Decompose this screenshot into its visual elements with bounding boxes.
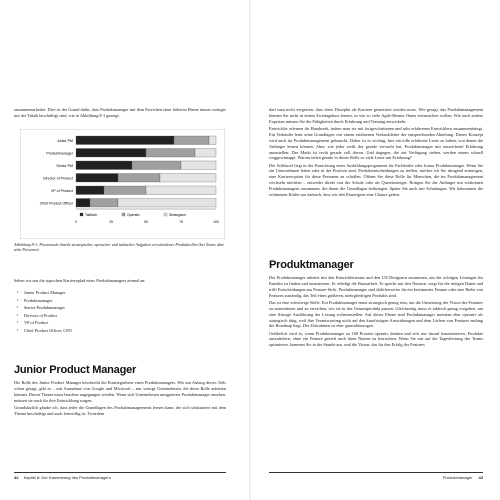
bar-segment (76, 174, 118, 183)
paragraph: Die Rolle des Junior Product Manager beschreibt die Einstiegsebene eines Produktmanagers. Wie am Anfang dieses Teils schon gesagt, gibt es – mit Ausnahme von Google und Microsoft – nur wenige Unternehmen, die diese Rolle anbieten können. Dieses Thema muss beachtet angegangen werden. Wenn sich Unternehmen unsignierter Produktmanager ansehen, müssen sie auch für ihre Entwicklung sorgen. (14, 380, 226, 403)
bar-segment (76, 136, 174, 145)
list-item: ▪ Senior-Produktmanager (24, 304, 224, 312)
list-intro: Sehen wir uns die typischen Karrierepfad eines Produktmanagers einmal an: (14, 278, 146, 283)
bar-segment (76, 149, 146, 158)
bar-segment (181, 161, 216, 170)
list-item: ▪ Chief Product Officer, CPO (24, 327, 224, 335)
paragraph: Grundsätzlich glaube ich, dass jeder die Grundlagen des Produktmanagements lernen kann, der sich strukturiert mit dem Thema beschäftigt und auch lernwillig ist. Trotzdem (14, 404, 226, 416)
paragraph: Gefährlich wird es, wenn Produktmanager zu 100 Prozent operativ denken und sich nur darauf konzentrieren, Produkte auszuliefern, ohne ein Feature gezielt nach ihren Nutzen zu betrachten. Wenn Sie mit auf die Tagesleistung des Teams optimieren, kommen Sie in der Stunde aus, und die Vision, das für den Erfolg der Features (269, 330, 483, 348)
bar-segment (118, 174, 160, 183)
role-list (24, 289, 224, 335)
right-top-text (269, 107, 483, 199)
category-label: Senior PM (56, 163, 73, 168)
bar-segment (104, 186, 146, 195)
x-tick-label: 50 (144, 220, 148, 224)
bar-segment (146, 186, 216, 195)
list-intro-text (14, 278, 226, 285)
list-item: ▪ VP of Product (24, 319, 224, 327)
x-tick-label: 0 (75, 220, 77, 224)
running-title: Produktmanager (442, 475, 473, 480)
bar-segment (118, 199, 216, 208)
list-item: ▪ Produktmanager (24, 297, 224, 305)
running-title: Kapitel 8: Der Karriereweg des Produktmanagers (23, 475, 111, 480)
legend-swatch (122, 213, 125, 216)
role-tasks-chart (20, 129, 225, 239)
junior-section-text (14, 380, 226, 418)
category-label: VP of Product (50, 188, 73, 193)
legend-label: Strategisch (169, 212, 186, 217)
x-tick-label: 25 (109, 220, 113, 224)
left-footer (14, 472, 226, 480)
legend-label: Taktisch (85, 212, 98, 217)
figure-caption: Abbildung 8-1: Prozentuale Anteile strategischer, operativer und taktischer Aufgaben verschiedener Produktrollen (bei Teams über zehn Personen) (14, 242, 225, 253)
page-number: 43 (478, 475, 483, 480)
paragraph: Das ist eine schwierige Rolle. Ein Produktmanager muss strategisch genug sein, um die Umsetzung der Vision der Features zu unterstützen und zu erreichen, wie sie in das Gesamtprodukt passen. Gleichzeitig muss er taktisch genug vorgehen, um eine flüssige Ausführung der Lösung sicherzustellen. Auf dieser Ebene sind Produktmanager meistens eher operativ als strategisch tätig, weil ihre Verantwortung nicht auf den kurzfristigen Auswirkungen und dem Liefern von Features entlang der Roadmap liegt. Der Zeitrahmen ist eher quartalsbezogen. (269, 299, 483, 329)
section-heading-junior: Junior Product Manager (14, 364, 137, 376)
produktmanager-section-text (269, 275, 483, 349)
legend-swatch (80, 213, 83, 216)
list-item: ▪ Director of Product (24, 312, 224, 320)
paragraph: darf man nicht vergessen, dass diese Disziplin als Karriere gemeistert werden muss. Wie gesagt, das Produktmanagement können Sie nicht in einem Zweitagekurs lernen, so wie so viele Agile-Berater Ihnen weismachen wollen. Wie auch andere Experten müssen Sie die Fähigkeiten durch Erfahrung und Training entwickeln. (269, 107, 483, 124)
x-tick-label: 100 (213, 220, 219, 224)
bar-segment (76, 186, 104, 195)
bar-segment (160, 174, 216, 183)
category-label: Produktmanager (46, 151, 73, 156)
right-page (250, 0, 500, 500)
paragraph: Der Produktmanager arbeitet mit den Entwicklerteams und den UX-Designern zusammen, um die richtigen Lösungen für Kunden zu finden und umzusetzen. Er erledigt die Basisarbeit. Er spricht mit den Nutzern, sorgt für die nötigen Daten und trifft Entscheidungen aus Feature-Sicht. Produktmanager sind üblicherweise für ein bestimmtes Feature oder eine Reihe von Features zuständig, das Teil eines größeren, mehrgliedrigen Produkts sind. (269, 275, 483, 298)
page-number: 42 (14, 475, 19, 480)
category-label: Director of Product (43, 176, 73, 181)
bar-segment (76, 161, 132, 170)
bar-segment (76, 199, 90, 208)
intro-paragraph: zusammenarbeitet. Dies ist der Grund dafür, dass Produktmanager mit dem Erreichen einer höheren Ebene immer weniger mit der Taktik beschäftigt sind, wie in Abbildung 8-1 gezeigt. (14, 107, 226, 118)
bar-segment (132, 161, 181, 170)
x-tick-label: 75 (179, 220, 183, 224)
legend-swatch (164, 213, 167, 216)
bar-segment (195, 149, 216, 158)
right-footer (269, 472, 483, 480)
section-heading-produktmanager: Produktmanager (269, 259, 354, 271)
legend-label: Operativ (127, 212, 140, 217)
paragraph: Der Schlüssel liegt in der Einrichtung eines Ausbildungsprogramms für Fachkräfte oder Junior Produktmanager. Wenn Sie ein Unternehmen leiten oder in der Position sind, Produktentscheidungen zu treffen, möchte ich Sie dringend ermutigen, eine Karriereoption für diese Personen zu schaffen. Öffnen Sie diese Rolle für Menschen, die im Produktmanagement wechseln möchten – entweder direkt von der Schule oder als Quereinsteiger. Bringen Sie die Anfänger mit erfahrenen Produktmanagern zusammen, die ihnen die Grundlagen beibringen. Später Sie auch mit Schulungen. Wir bekommen die erfahrenen Kräfte nur dadurch, dass wir den Einsteigern eine Chance geben. (269, 162, 483, 198)
bar-segment (209, 136, 216, 145)
bar-segment (146, 149, 195, 158)
category-label: Chief Product Officer (39, 201, 73, 206)
category-label: Junior PM (56, 138, 73, 143)
bar-segment (174, 136, 209, 145)
bar-segment (90, 199, 118, 208)
paragraph: Entwickler erlernen ihr Handwerk, indem man sie mit fortgeschrittenen und sehr erfahrenen Entwicklern zusammenbringt. Ein Verkäufer lernt seine Grundlagen von einem erfahrenen Verkaufsleiter der entsprechenden Abteilung. Dieses Konzept wird auch im Produktmanagement gebraucht. Daher ist es wichtig, hier ein tolle erfahrene Leute zu haben, von denen die Anfänger lernen können. Aber, wie jeder weiß, der gerade versucht hat, Produktmanager mit ausreichend Erfahrung anzustellen: Der Markt ist recht gerade voll davon. Und dagegen, die zur Verfügung stehen, werden einem schnell weggeschnappt. Warum teilen gerade in dieser Rolle so viele Leute mit Erfahrung? (269, 125, 483, 161)
list-item: ▪ Junior Product Manager (24, 289, 224, 297)
left-intro-text (14, 107, 226, 120)
